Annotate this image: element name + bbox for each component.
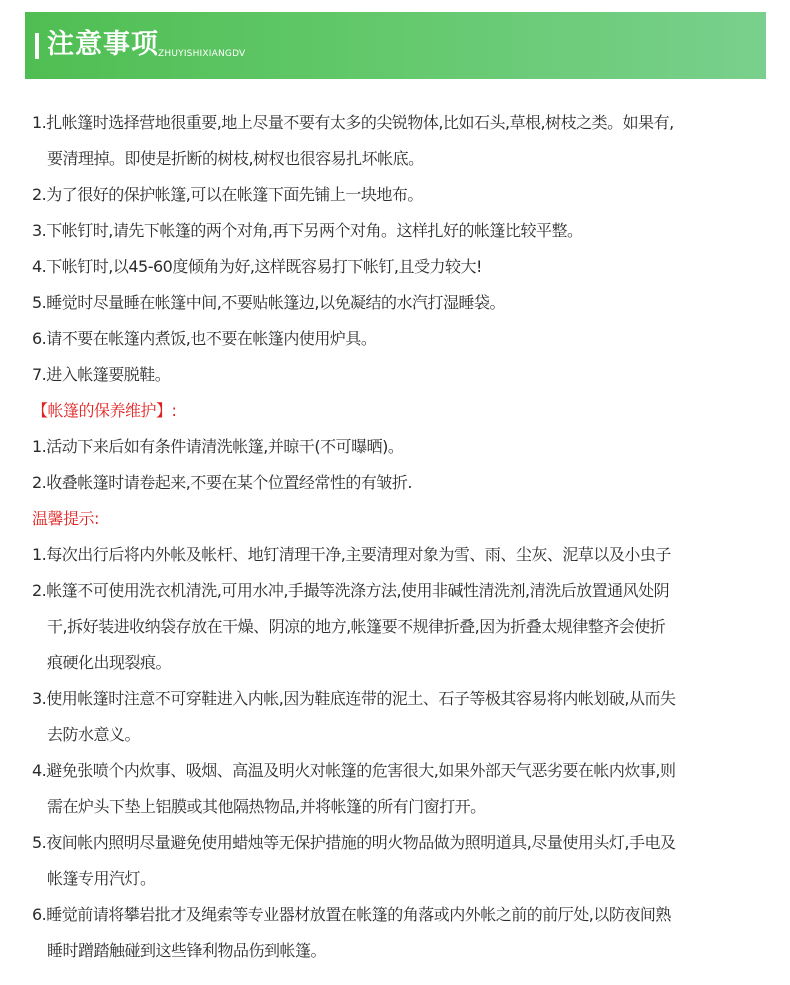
tips-line: 1.扎帐篷时选择营地很重要,地上尽量不要有太多的尖锐物体,比如石头,草根,树枝之类。如果有, xyxy=(32,113,674,132)
warm-tip-line: 睡时蹭踏触碰到这些锋利物品伤到帐篷。 xyxy=(47,941,327,960)
warm-tip-line: 去防水意义。 xyxy=(47,725,141,744)
maintenance-line: 2.收叠帐篷时请卷起来,不要在某个位置经常性的有皱折. xyxy=(32,473,412,492)
tips-line: 4.下帐钉时,以45-60度倾角为好,这样既容易打下帐钉,且受力较大! xyxy=(32,257,482,276)
tips-line: 7.进入帐篷要脱鞋。 xyxy=(32,365,171,384)
warm-tip-line: 4.避免张喷个内炊事、吸烟、高温及明火对帐篷的危害很大,如果外部天气恶劣要在帐内炊事,则 xyxy=(32,761,676,780)
warm-tip-line: 痕硬化出现裂痕。 xyxy=(47,653,172,672)
page-subtitle: ZHUYISHIXIANGDV xyxy=(158,49,246,59)
page-title: 注意事项 xyxy=(47,29,159,60)
warm-tip-line: 干,拆好装进收纳袋存放在干燥、阴凉的地方,帐篷要不规律折叠,因为折叠太规律整齐会使折 xyxy=(47,617,666,636)
tips-line: 5.睡觉时尽量睡在帐篷中间,不要贴帐篷边,以免凝结的水汽打湿睡袋。 xyxy=(32,293,505,312)
warm-tips-heading: 温馨提示: xyxy=(32,509,99,528)
warm-tip-line: 需在炉头下垫上铝膜或其他隔热物品,并将帐篷的所有门窗打开。 xyxy=(47,797,486,816)
warm-tip-line: 6.睡觉前请将攀岩批才及绳索等专业器材放置在帐篷的角落或内外帐之前的前厅处,以防夜间熟 xyxy=(32,905,671,924)
tips-line: 2.为了很好的保护帐篷,可以在帐篷下面先铺上一块地布。 xyxy=(32,185,423,204)
warm-tip-line: 1.每次出行后将内外帐及帐杆、地钉清理干净,主要清理对象为雪、雨、尘灰、泥草以及小虫子 xyxy=(32,545,671,564)
maintenance-line: 1.活动下来后如有条件请清洗帐篷,并晾干(不可曝晒)。 xyxy=(32,437,404,456)
tips-line: 3.下帐钉时,请先下帐篷的两个对角,再下另两个对角。这样扎好的帐篷比较平整。 xyxy=(32,221,583,240)
warm-tip-line: 帐篷专用汽灯。 xyxy=(47,869,156,888)
maintenance-heading: 【帐篷的保养维护】: xyxy=(32,401,177,420)
tips-line: 6.请不要在帐篷内煮饭,也不要在帐篷内使用炉具。 xyxy=(32,329,377,348)
warm-tip-line: 5.夜间帐内照明尽量避免使用蜡烛等无保护措施的明火物品做为照明道具,尽量使用头灯,手电及 xyxy=(32,833,676,852)
notes-content xyxy=(32,112,780,976)
title-accent-bar xyxy=(35,33,39,59)
header-banner xyxy=(25,12,766,79)
warm-tip-line: 3.使用帐篷时注意不可穿鞋进入内帐,因为鞋底连带的泥土、石子等极其容易将内帐划破,从而失 xyxy=(32,689,676,708)
warm-tip-line: 2.帐篷不可使用洗衣机清洗,可用水冲,手撮等洗涤方法,使用非碱性清洗剂,清洗后放置通风处阴 xyxy=(32,581,670,600)
tips-line: 要清理掉。即使是折断的树枝,树杈也很容易扎坏帐底。 xyxy=(47,149,424,168)
